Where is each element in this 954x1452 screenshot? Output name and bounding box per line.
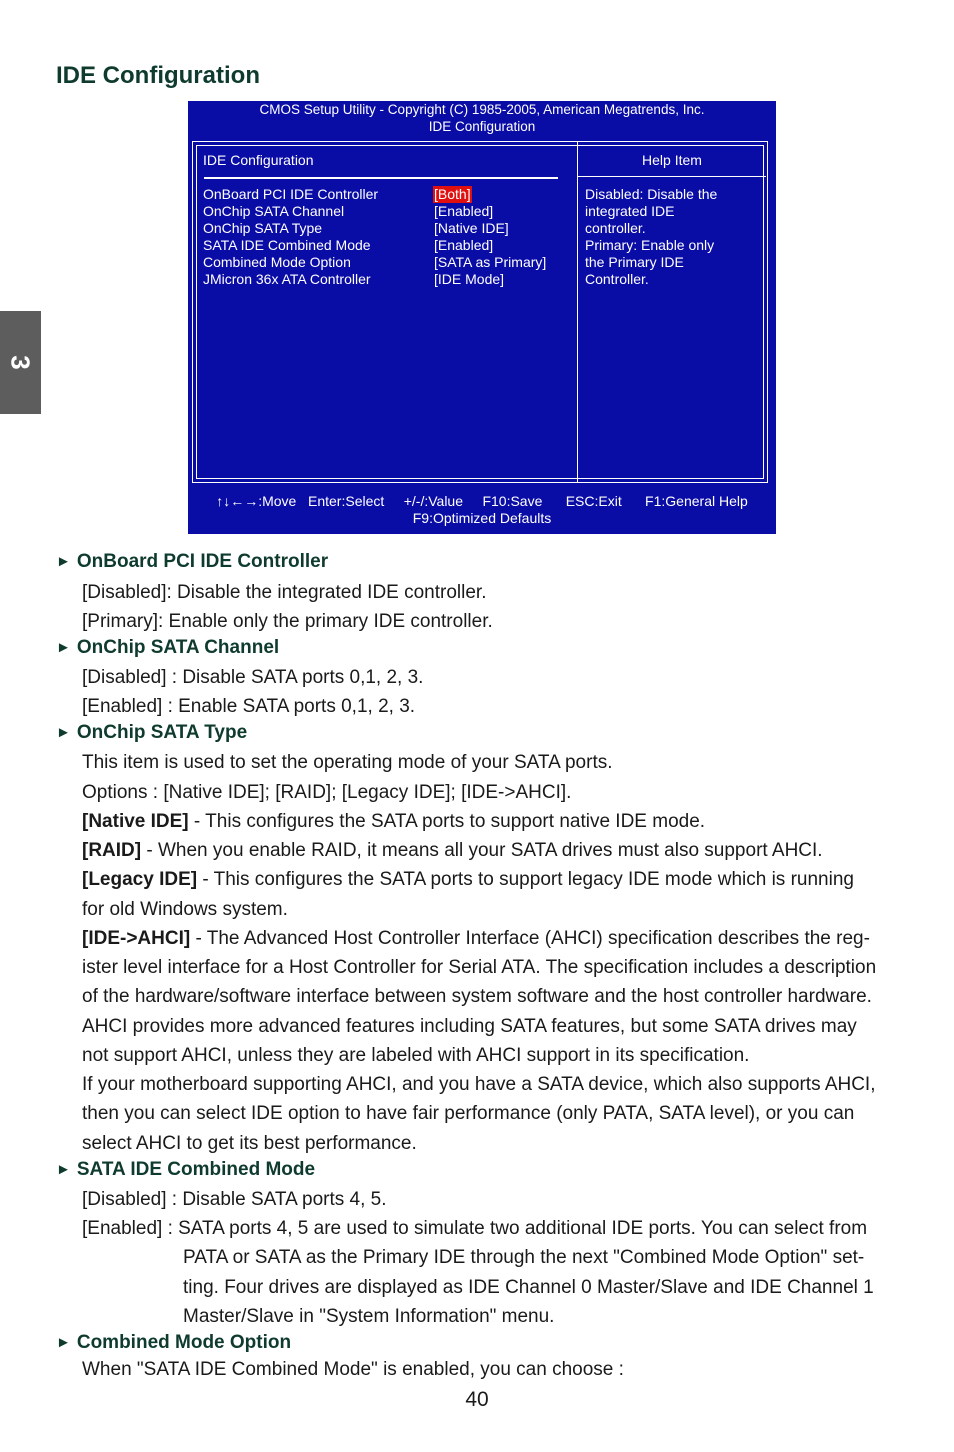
bios-screenshot <box>188 101 776 534</box>
bios-row-value[interactable]: [Enabled] <box>434 237 494 253</box>
section-heading-text: Combined Mode Option <box>76 1332 292 1353</box>
bios-row-jmicron-ata[interactable] <box>203 271 563 288</box>
help-line: Controller. <box>585 271 649 287</box>
bios-row-onchip-sata-channel[interactable] <box>203 203 563 220</box>
bios-key-legend-line1: ↑↓←→:Move Enter:Select +/-/:Value F10:Save ESC:Exit F1:General Help <box>216 493 748 509</box>
bios-row-value-selected[interactable]: [Both] <box>434 186 471 202</box>
body-line: ting. Four drives are displayed as IDE Channel 0 Master/Slave and IDE Channel 1 <box>183 1277 874 1298</box>
section-heading-text: OnBoard PCI IDE Controller <box>76 551 329 572</box>
body-line: [Primary]: Enable only the primary IDE controller. <box>82 611 493 632</box>
bios-row-value[interactable]: [IDE Mode] <box>434 271 505 287</box>
triangle-bullet-icon: ► <box>56 724 71 741</box>
bios-row-onchip-sata-type[interactable] <box>203 220 563 237</box>
term-description: - The Advanced Host Controller Interface (AHCI) specification describes the reg- <box>190 928 870 949</box>
bios-row-label: OnBoard PCI IDE Controller <box>203 186 379 202</box>
bios-key-legend-line2: F9:Optimized Defaults <box>412 510 552 526</box>
term-raid: [RAID] <box>82 840 142 861</box>
body-line: [Enabled] : Enable SATA ports 0,1, 2, 3. <box>82 696 416 717</box>
body-line: then you can select IDE option to have fair performance (only PATA, SATA level), or you can <box>82 1103 855 1124</box>
section-heading-onboard-pci-ide <box>56 551 328 573</box>
term-description: - When you enable RAID, it means all your SATA drives must also support AHCI. <box>141 840 823 861</box>
bios-header-copyright: CMOS Setup Utility - Copyright (C) 1985-2005, American Megatrends, Inc. <box>259 102 705 117</box>
body-line: [Enabled] : SATA ports 4, 5 are used to simulate two additional IDE ports. You can select from <box>82 1218 868 1239</box>
bios-settings-list <box>203 186 563 288</box>
bios-row-value[interactable]: [SATA as Primary] <box>434 254 547 270</box>
triangle-bullet-icon: ► <box>56 553 71 570</box>
bios-header <box>188 101 776 135</box>
bios-help-text <box>585 186 755 288</box>
help-rule <box>578 176 766 177</box>
help-line: Disabled: Disable the <box>585 186 718 202</box>
chapter-tab <box>0 311 41 414</box>
menu-rule <box>204 177 558 179</box>
section-heading-text: SATA IDE Combined Mode <box>76 1159 316 1180</box>
body-line: PATA or SATA as the Primary IDE through the next "Combined Mode Option" set- <box>183 1247 865 1268</box>
help-line: Primary: Enable only <box>585 237 715 253</box>
bios-help-title: Help Item <box>642 152 702 168</box>
body-line-legacy-ide <box>82 869 854 891</box>
body-line: Options : [Native IDE]; [RAID]; [Legacy IDE]; [IDE->AHCI]. <box>82 782 572 803</box>
term-ide-ahci: [IDE->AHCI] <box>82 928 191 949</box>
body-line: When "SATA IDE Combined Mode" is enabled, you can choose : <box>82 1359 624 1380</box>
bios-row-label: SATA IDE Combined Mode <box>203 237 371 253</box>
body-line-native-ide <box>82 811 705 833</box>
triangle-bullet-icon: ► <box>56 1161 71 1178</box>
bios-row-label: OnChip SATA Type <box>203 220 323 236</box>
term-description: - This configures the SATA ports to support native IDE mode. <box>188 811 706 832</box>
body-line: ister level interface for a Host Controller for Serial ATA. The specification includes a description <box>82 957 877 978</box>
body-line: This item is used to set the operating mode of your SATA ports. <box>82 752 613 773</box>
bios-menu-title: IDE Configuration <box>203 152 314 168</box>
body-line-ide-ahci <box>82 928 870 950</box>
page-number: 40 <box>465 1388 489 1411</box>
triangle-bullet-icon: ► <box>56 639 71 656</box>
bios-row-value[interactable]: [Native IDE] <box>434 220 509 236</box>
help-line: integrated IDE <box>585 203 675 219</box>
chapter-number: 3 <box>6 355 36 370</box>
bios-row-sata-ide-combined[interactable] <box>203 237 563 254</box>
bios-header-page: IDE Configuration <box>428 119 536 134</box>
body-line: of the hardware/software interface between system software and the host controller hardware. <box>82 986 872 1007</box>
help-line: controller. <box>585 220 646 236</box>
body-line: for old Windows system. <box>82 899 288 920</box>
bios-row-onboard-pci-ide[interactable] <box>203 186 563 203</box>
bios-row-label: JMicron 36x ATA Controller <box>203 271 371 287</box>
bios-key-legend <box>188 493 776 527</box>
body-line: [Disabled] : Disable SATA ports 0,1, 2, 3. <box>82 667 424 688</box>
body-line-raid <box>82 840 823 862</box>
triangle-bullet-icon: ► <box>56 1334 71 1351</box>
body-line: If your motherboard supporting AHCI, and you have a SATA device, which also supports AHCI, <box>82 1074 876 1095</box>
body-line: select AHCI to get its best performance. <box>82 1133 417 1154</box>
section-heading-combined-mode-option <box>56 1332 291 1354</box>
body-line: [Disabled]: Disable the integrated IDE controller. <box>82 582 487 603</box>
page-title: IDE Configuration <box>56 62 260 89</box>
section-heading-onchip-sata-channel <box>56 637 279 659</box>
term-native-ide: [Native IDE] <box>82 811 189 832</box>
section-heading-sata-ide-combined <box>56 1159 315 1181</box>
bios-row-combined-mode-option[interactable] <box>203 254 563 271</box>
bios-divider <box>577 142 578 482</box>
bios-row-value[interactable]: [Enabled] <box>434 203 494 219</box>
term-description: - This configures the SATA ports to support legacy IDE mode which is running <box>197 869 854 890</box>
body-line: Master/Slave in "System Information" menu. <box>183 1306 555 1327</box>
body-line: AHCI provides more advanced features including SATA features, but some SATA drives may <box>82 1016 857 1037</box>
bios-row-label: Combined Mode Option <box>203 254 351 270</box>
body-line: [Disabled] : Disable SATA ports 4, 5. <box>82 1189 387 1210</box>
section-heading-onchip-sata-type <box>56 722 247 744</box>
term-legacy-ide: [Legacy IDE] <box>82 869 198 890</box>
body-line: not support AHCI, unless they are labeled with AHCI support in its specification. <box>82 1045 750 1066</box>
section-heading-text: OnChip SATA Type <box>76 722 248 743</box>
section-heading-text: OnChip SATA Channel <box>76 637 280 658</box>
bios-row-label: OnChip SATA Channel <box>203 203 345 219</box>
help-line: the Primary IDE <box>585 254 684 270</box>
